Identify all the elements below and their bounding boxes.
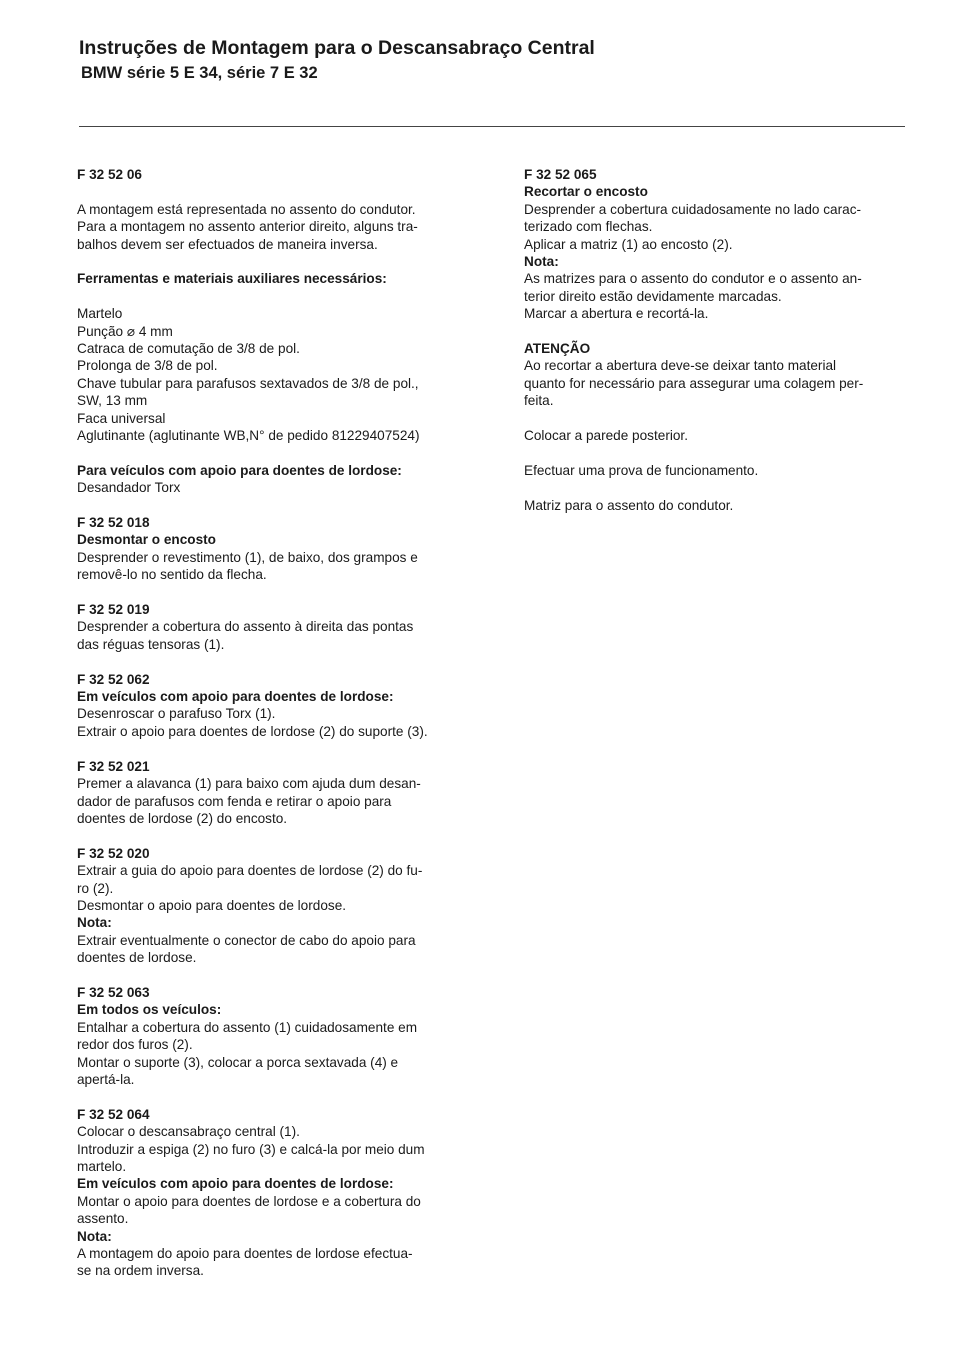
note-line: Marcar a abertura e recortá-la. — [524, 306, 709, 322]
text-line: removê-lo no sentido da flecha. — [77, 567, 267, 583]
text-line: Desprender a cobertura cuidadosamente no lado carac- — [524, 201, 862, 217]
text-line: redor dos furos (2). — [77, 1037, 193, 1053]
section-intro — [77, 166, 472, 253]
section-f3252065 — [524, 166, 919, 323]
tool-item: Desandador Torx — [77, 480, 181, 496]
section-template — [524, 497, 919, 514]
text-line: Desprender o revestimento (1), de baixo, dos grampos e — [77, 549, 418, 565]
text-line: dador de parafusos com fenda e retirar o apoio para — [77, 793, 392, 809]
figure-code: F 32 52 06 — [77, 167, 142, 182]
section-function-test — [524, 462, 919, 479]
section-rear-wall — [524, 427, 919, 444]
text-line: das réguas tensoras (1). — [77, 636, 225, 652]
attention-heading: ATENÇÃO — [524, 341, 591, 357]
figure-code: F 32 52 062 — [77, 671, 150, 687]
lordosis-tools-heading: Para veículos com apoio para doentes de lordose: — [77, 462, 402, 478]
tools-heading: Ferramentas e materiais auxiliares necessários: — [77, 271, 387, 287]
figure-code: F 32 52 064 — [77, 1106, 150, 1122]
text-line: Montar o suporte (3), colocar a porca sextavada (4) e — [77, 1054, 399, 1070]
left-column — [77, 166, 472, 1297]
note-label: Nota: — [77, 1228, 112, 1244]
section-attention — [524, 340, 919, 410]
document-subtitle: BMW série 5 E 34, série 7 E 32 — [81, 64, 318, 82]
section-lordosis-tools — [77, 462, 472, 497]
tool-item: Prolonga de 3/8 de pol. — [77, 358, 218, 374]
text-line: Para a montagem no assento anterior direito, alguns tra- — [77, 219, 418, 235]
section-tools — [77, 270, 472, 444]
note-line: doentes de lordose. — [77, 950, 197, 966]
figure-code: F 32 52 063 — [77, 984, 150, 1000]
text-line: Colocar a parede posterior. — [524, 428, 688, 444]
section-f3252021 — [77, 758, 472, 828]
note-line: terior direito estão devidamente marcadas. — [524, 288, 782, 304]
tool-item: Faca universal — [77, 410, 166, 426]
text-line: Montar o apoio para doentes de lordose e a cobertura do — [77, 1193, 421, 1209]
text-line: Aplicar a matriz (1) ao encosto (2). — [524, 236, 733, 252]
text-line: doentes de lordose (2) do encosto. — [77, 810, 288, 826]
text-line: apertá-la. — [77, 1071, 135, 1087]
text-line: ro (2). — [77, 880, 114, 896]
right-column — [524, 166, 919, 531]
text-line: martelo. — [77, 1158, 127, 1174]
figure-code: F 32 52 020 — [77, 845, 150, 861]
text-line: assento. — [77, 1211, 129, 1227]
text-line: quanto for necessário para assegurar uma colagem per- — [524, 375, 864, 391]
section-heading: Em todos os veículos: — [77, 1002, 222, 1018]
section-f3252062 — [77, 671, 472, 741]
text-line: Desmontar o apoio para doentes de lordose. — [77, 897, 347, 913]
section-heading: Em veículos com apoio para doentes de lordose: — [77, 1176, 394, 1192]
text-line: Colocar o descansabraço central (1). — [77, 1124, 300, 1140]
tool-item: Catraca de comutação de 3/8 de pol. — [77, 341, 300, 357]
section-heading: Em veículos com apoio para doentes de lordose: — [77, 689, 394, 705]
text-line: A montagem está representada no assento do condutor. — [77, 201, 416, 217]
text-line: Matriz para o assento do condutor. — [524, 497, 734, 513]
text-line: Extrair a guia do apoio para doentes de lordose (2) do fu- — [77, 863, 423, 879]
figure-code: F 32 52 065 — [524, 167, 597, 182]
text-line: Ao recortar a abertura deve-se deixar tanto material — [524, 358, 837, 374]
text-line: Efectuar uma prova de funcionamento. — [524, 462, 759, 478]
note-line: Extrair eventualmente o conector de cabo do apoio para — [77, 932, 416, 948]
note-line: As matrizes para o assento do condutor e o assento an- — [524, 271, 862, 287]
tool-item: Aglutinante (aglutinante WB,N° de pedido 81229407524) — [77, 428, 420, 444]
section-f3252019 — [77, 601, 472, 653]
note-line: A montagem do apoio para doentes de lordose efectua- — [77, 1246, 413, 1262]
tool-item: Chave tubular para parafusos sextavados de 3/8 de pol., — [77, 375, 419, 391]
tool-item: Punção ⌀ 4 mm — [77, 323, 173, 339]
text-line: terizado com flechas. — [524, 219, 653, 235]
text-line: Premer a alavanca (1) para baixo com ajuda dum desan- — [77, 776, 421, 792]
text-line: Desenroscar o parafuso Torx (1). — [77, 706, 276, 722]
figure-code: F 32 52 019 — [77, 602, 150, 618]
text-line: Desprender a cobertura do assento à direita das pontas — [77, 619, 414, 635]
section-f3252064 — [77, 1106, 472, 1280]
text-line: Extrair o apoio para doentes de lordose (2) do suporte (3). — [77, 723, 428, 739]
section-f3252063 — [77, 984, 472, 1088]
figure-code: F 32 52 021 — [77, 758, 150, 774]
document-title: Instruções de Montagem para o Descansabraço Central — [79, 37, 595, 59]
note-line: se na ordem inversa. — [77, 1263, 204, 1279]
note-label: Nota: — [77, 915, 112, 931]
section-heading: Recortar o encosto — [524, 184, 648, 200]
tool-item: Martelo — [77, 306, 123, 322]
section-f3252018 — [77, 514, 472, 584]
tool-item: SW, 13 mm — [77, 393, 148, 409]
note-label: Nota: — [524, 254, 559, 270]
figure-code: F 32 52 018 — [77, 515, 150, 531]
header-divider — [79, 126, 905, 127]
section-heading: Desmontar o encosto — [77, 532, 216, 548]
text-line: Entalhar a cobertura do assento (1) cuidadosamente em — [77, 1019, 418, 1035]
text-line: feita. — [524, 393, 554, 409]
text-line: Introduzir a espiga (2) no furo (3) e calcá-la por meio dum — [77, 1141, 425, 1157]
text-line: balhos devem ser efectuados de maneira inversa. — [77, 236, 378, 252]
section-f3252020 — [77, 845, 472, 967]
